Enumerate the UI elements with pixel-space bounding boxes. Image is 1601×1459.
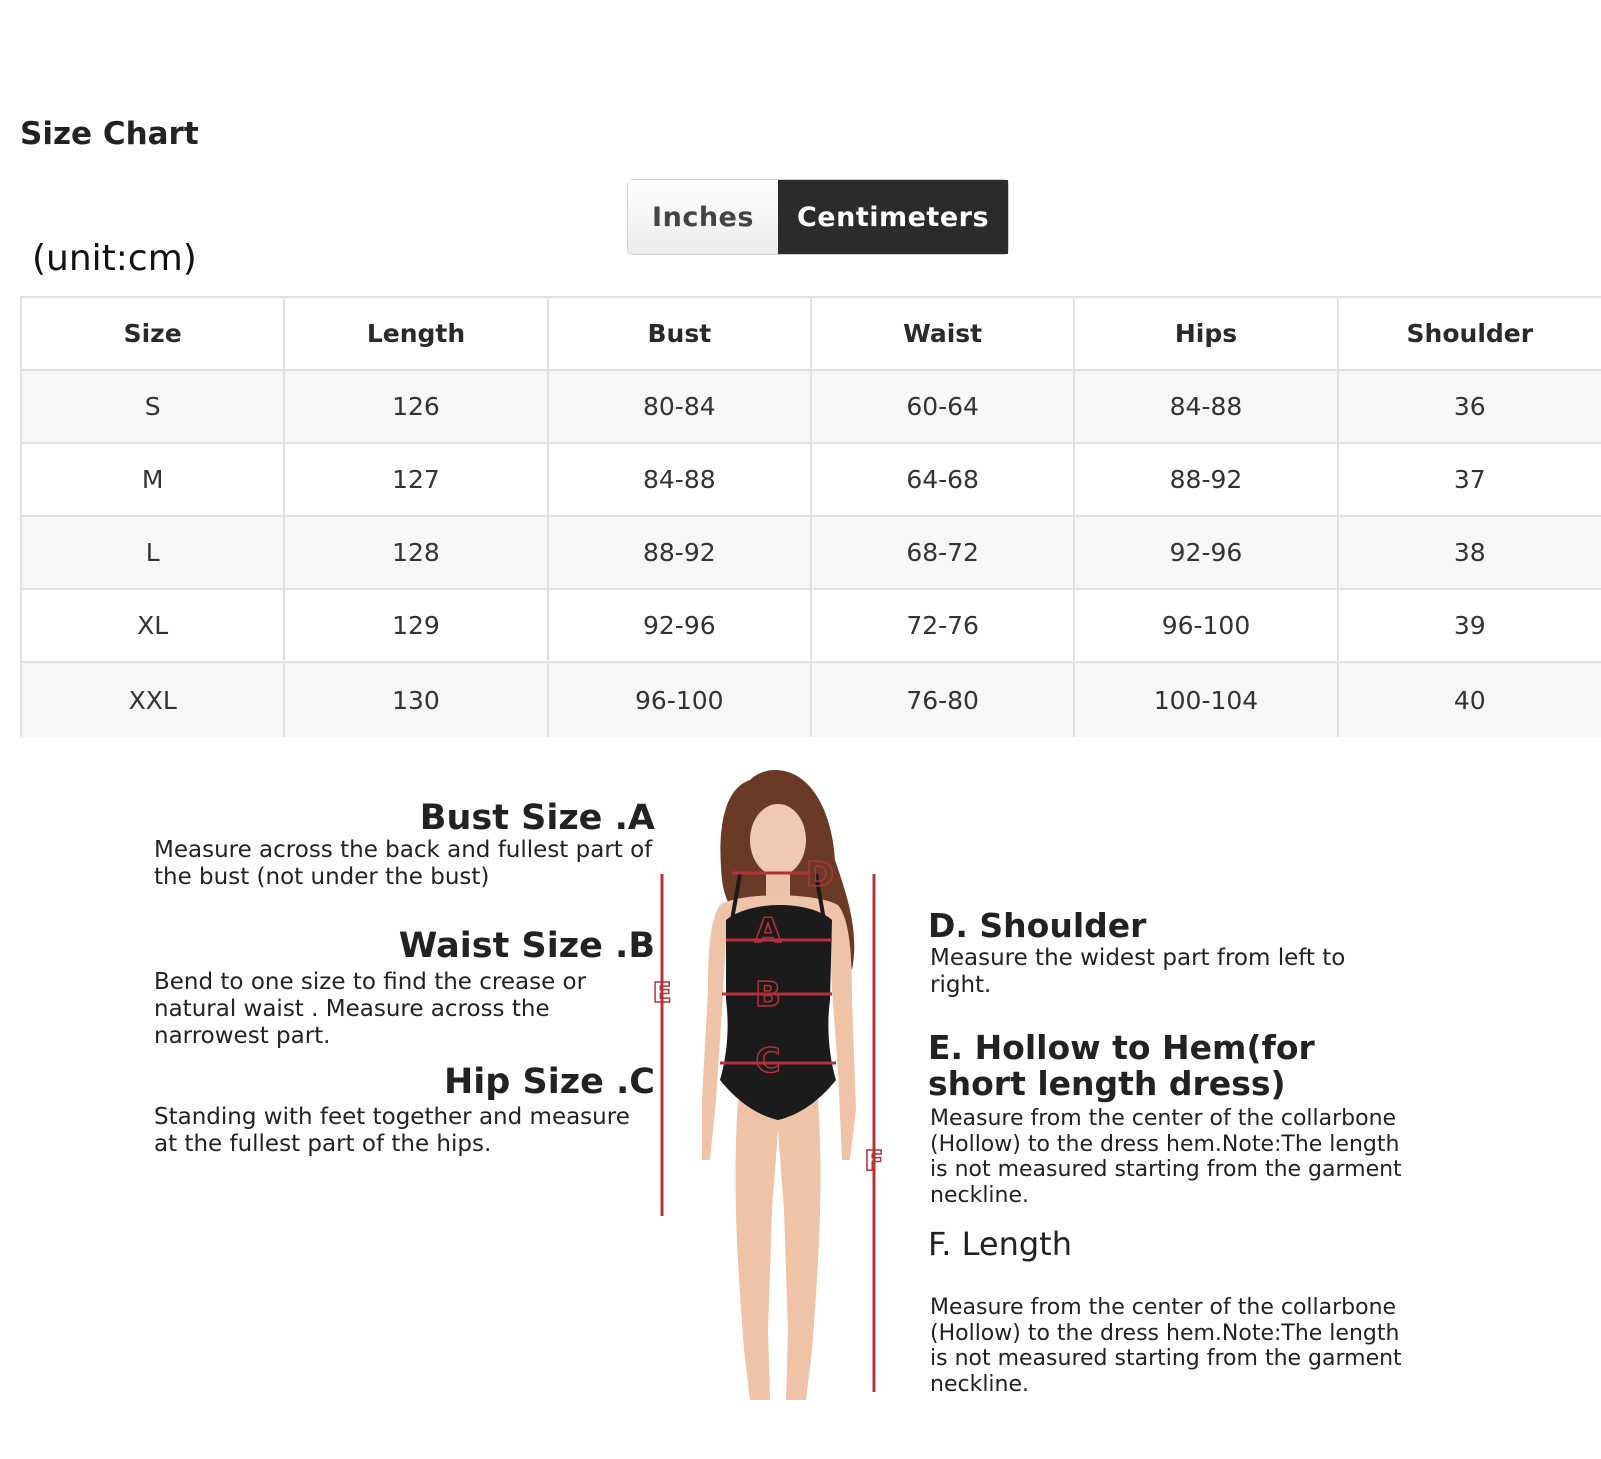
cell: 92-96: [1074, 516, 1337, 589]
cell: L: [21, 516, 284, 589]
cell: 130: [284, 662, 547, 737]
cell: 36: [1338, 370, 1601, 443]
cell: 96-100: [1074, 589, 1337, 662]
cell: 88-92: [548, 516, 811, 589]
body-figure-illustration: [652, 770, 920, 1430]
cell: 40: [1338, 662, 1601, 737]
hip-size-title: Hip Size .C: [443, 1062, 655, 1102]
cell: 84-88: [1074, 370, 1337, 443]
cell: 64-68: [811, 443, 1074, 516]
marker-f: F: [864, 1144, 884, 1177]
table-row: [21, 662, 1601, 737]
header-hips: Hips: [1074, 297, 1337, 370]
length-title: F. Length: [928, 1225, 1072, 1263]
cell: 37: [1338, 443, 1601, 516]
cell: 68-72: [811, 516, 1074, 589]
table-row: [21, 589, 1601, 662]
cell: 126: [284, 370, 547, 443]
waist-size-title: Waist Size .B: [398, 926, 655, 966]
shoulder-title: D. Shoulder: [928, 906, 1147, 945]
marker-e: E: [652, 976, 672, 1009]
table-row: [21, 370, 1601, 443]
inches-button[interactable]: Inches: [628, 180, 778, 254]
marker-c: C: [755, 1041, 781, 1081]
header-length: Length: [284, 297, 547, 370]
marker-b: B: [755, 975, 781, 1015]
length-desc: Measure from the center of the collarbone (Hollow) to the dress hem.Note:The length is not measured starting from the garment neckline.: [930, 1295, 1402, 1398]
shoulder-desc: Measure the widest part from left to right.: [930, 945, 1346, 998]
cell: 39: [1338, 589, 1601, 662]
marker-d: D: [805, 855, 835, 895]
cell: 72-76: [811, 589, 1074, 662]
hollow-to-hem-title: E. Hollow to Hem(for short length dress): [928, 1028, 1315, 1103]
cell: 128: [284, 516, 547, 589]
bust-size-title: Bust Size .A: [419, 798, 655, 838]
cell: M: [21, 443, 284, 516]
cell: 38: [1338, 516, 1601, 589]
bust-size-desc: Measure across the back and fullest part of the bust (not under the bust): [154, 837, 653, 890]
unit-toggle: [627, 179, 1009, 255]
hollow-to-hem-desc: Measure from the center of the collarbone (Hollow) to the dress hem.Note:The length is not measured starting from the garment neckline.: [930, 1106, 1402, 1209]
header-shoulder: Shoulder: [1338, 297, 1601, 370]
page-title: Size Chart: [20, 116, 199, 152]
cell: 96-100: [548, 662, 811, 737]
centimeters-button[interactable]: Centimeters: [778, 180, 1008, 254]
cell: 60-64: [811, 370, 1074, 443]
cell: 129: [284, 589, 547, 662]
size-table: [20, 296, 1601, 737]
cell: 76-80: [811, 662, 1074, 737]
cell: 127: [284, 443, 547, 516]
marker-a: A: [754, 911, 782, 951]
cell: 100-104: [1074, 662, 1337, 737]
cell: 88-92: [1074, 443, 1337, 516]
cell: XL: [21, 589, 284, 662]
cell: 80-84: [548, 370, 811, 443]
header-waist: Waist: [811, 297, 1074, 370]
cell: XXL: [21, 662, 284, 737]
table-row: [21, 516, 1601, 589]
header-size: Size: [21, 297, 284, 370]
cell: S: [21, 370, 284, 443]
cell: 84-88: [548, 443, 811, 516]
hip-size-desc: Standing with feet together and measure at the fullest part of the hips.: [154, 1104, 630, 1157]
waist-size-desc: Bend to one size to find the crease or natural waist . Measure across the narrowest part.: [154, 969, 587, 1049]
cell: 92-96: [548, 589, 811, 662]
table-header-row: [21, 297, 1601, 370]
unit-note: (unit:cm): [32, 238, 197, 279]
table-row: [21, 443, 1601, 516]
header-bust: Bust: [548, 297, 811, 370]
